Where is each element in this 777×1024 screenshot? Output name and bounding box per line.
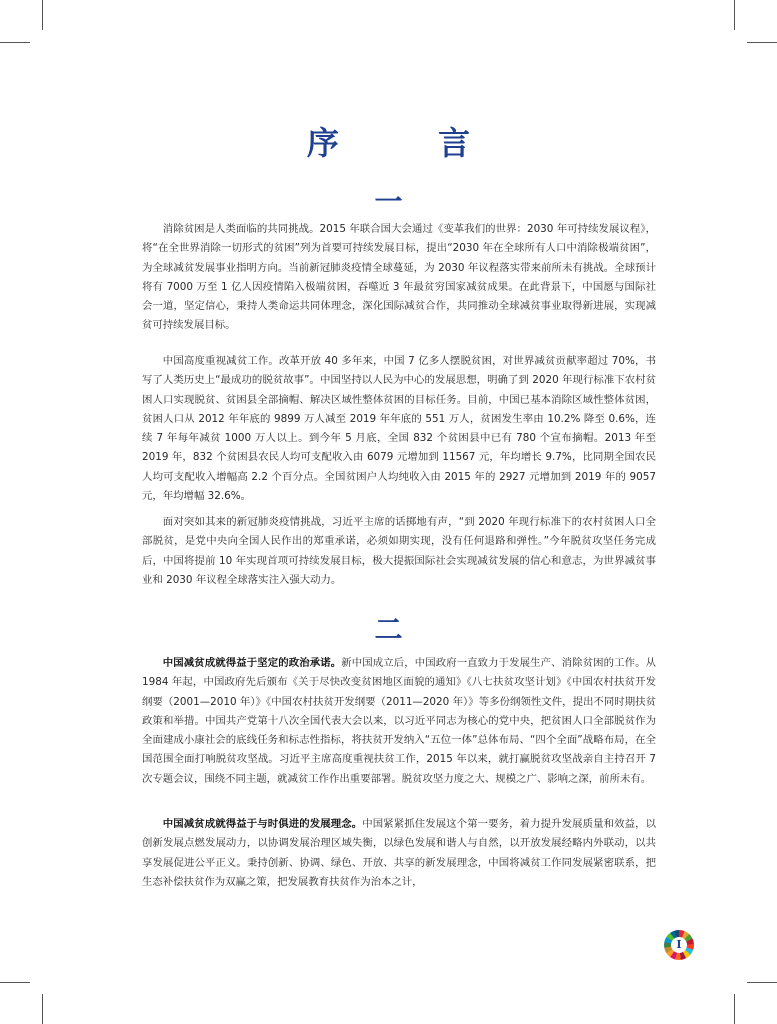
crop-mark — [747, 982, 777, 983]
crop-mark — [747, 42, 777, 43]
paragraph-lead: 中国减贫成就得益于与时俱进的发展理念。 — [162, 818, 363, 830]
paragraph — [142, 352, 656, 506]
crop-mark — [0, 982, 30, 983]
crop-mark — [0, 42, 30, 43]
paragraph — [142, 513, 656, 590]
paragraph-text: 中国高度重视减贫工作。改革开放 40 多年来，中国 7 亿多人摆脱贫困，对世界减贫贡献率超过 70%，书写了人类历史上“最成功的脱贫故事”。中国坚持以人民为中心的发展思想，明确了到 2020 年现行标准下农村贫困人口实现脱贫、贫困县全部摘帽、解决区域性整体贫困的目标任务。目前，中国已基本消除区域性整体贫困，贫困人口从 2012 年年底的 9899 万人减至 2019 年年底的 551 万人，贫困发生率由 10.2% 降至 0.6%，连续 7 年每年减贫 1000 万人以上。到今年 5 月底，全国 832 个贫困县中已有 780 个宣布摘帽。2013 年至 2019 年，832 个贫困县农民人均可支配收入由 6079 元增加到 11567 元，年均增长 9.7%，比同期全国农民人均可支配收入增幅高 2.2 个百分点。全国贫困户人均纯收入由 2015 年的 2927 元增加到 2019 年的 9057 元，年均增幅 32.6%。 — [142, 355, 656, 503]
paragraph-text: 消除贫困是人类面临的共同挑战。2015 年联合国大会通过《变革我们的世界：2030 年可持续发展议程》，将“在全世界消除一切形式的贫困”列为首要可持续发展目标，提出“2030 年在全球所有人口中消除极端贫困”，为全球减贫发展事业指明方向。当前新冠肺炎疫情全球蔓延，为 2030 年议程落实带来前所未有挑战。全球预计将有 7000 万至 1 亿人因疫情陷入极端贫困，吞噬近 3 年最贫穷国家减贫成果。在此背景下，中国愿与国际社会一道，坚定信心，秉持人类命运共同体理念，深化国际减贫合作，共同推动全球减贫事业取得新进展，实现减贫可持续发展目标。 — [142, 223, 656, 332]
paragraph — [142, 815, 656, 892]
page-title: 序 言 — [306, 124, 515, 162]
paragraph — [142, 654, 656, 789]
crop-mark — [734, 994, 735, 1024]
crop-mark — [42, 994, 43, 1024]
crop-mark — [734, 0, 735, 30]
paragraph-text: 面对突如其来的新冠肺炎疫情挑战，习近平主席的话掷地有声，“到 2020 年现行标准下的农村贫困人口全部脱贫，是党中央向全国人民作出的郑重承诺，必须如期实现，没有任何退路和弹性。”今年脱贫攻坚任务完成后，中国将提前 10 年实现首项可持续发展目标，极大提振国际社会实现减贫发展的信心和意志，为世界减贫事业和 2030 年议程全球落实注入强大动力。 — [142, 516, 656, 586]
paragraph-lead: 中国减贫成就得益于坚定的政治承诺。 — [162, 657, 342, 669]
section-numeral: 一 — [374, 185, 403, 218]
paragraph-text: 中国紧紧抓住发展这个第一要务，着力提升发展质量和效益，以创新发展点燃发展动力，以协调发展治理区域失衡，以绿色发展和谐人与自然，以开放发展经略内外联动，以共享发展促进公平正义。秉持创新、协调、绿色、开放、共享的新发展理念，中国将减贫工作同发展紧密联系，把生态补偿扶贫作为双赢之策，把发展教育扶贫作为治本之计， — [142, 818, 656, 888]
page-number: I — [671, 937, 687, 953]
section-numeral: 二 — [374, 613, 403, 646]
paragraph — [142, 220, 656, 336]
paragraph-text: 新中国成立后，中国政府一直致力于发展生产、消除贫困的工作。从 1984 年起，中国政府先后颁布《关于尽快改变贫困地区面貌的通知》《八七扶贫攻坚计划》《中国农村扶贫开发纲要（2001—2010 年）》《中国农村扶贫开发纲要（2011—2020 年）》等多份纲领性文件，提出不同时期扶贫政策和举措。中国共产党第十八次全国代表大会以来，以习近平同志为核心的党中央，把贫困人口全部脱贫作为全面建成小康社会的底线任务和标志性指标，将扶贫开发纳入“五位一体”总体布局、“四个全面”战略布局，在全国范围全面打响脱贫攻坚战。习近平主席高度重视扶贫工作，2015 年以来，就打赢脱贫攻坚战亲自主持召开 7 次专题会议，围绕不同主题，就减贫工作作出重要部署。脱贫攻坚力度之大、规模之广、影响之深，前所未有。 — [142, 657, 657, 785]
crop-mark — [42, 0, 43, 30]
sdg-wheel-icon — [664, 930, 694, 960]
